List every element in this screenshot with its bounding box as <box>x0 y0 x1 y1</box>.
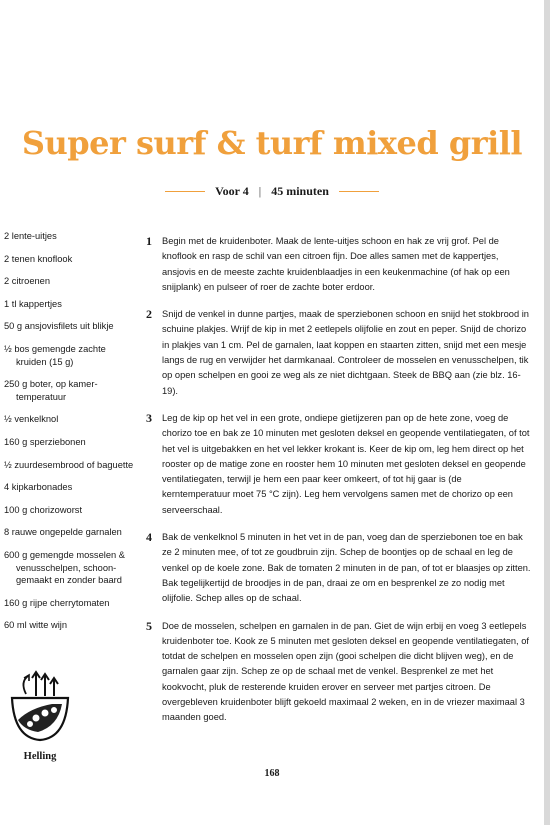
step-text: Snijd de venkel in dunne partjes, maak de sperziebonen schoon en snijd het stokbrood in schuine plakjes. Wrijf de kip in met 2 eetlepels olijfolie en zout en peper. Snijd de chorizo in plakjes van 1 cm. Pel de garnalen, laat koppen en staarten zitten, snijd met een mesje langs de rug en verwijder het darmkanaal. Controleer de mosselen en venusschelpen, tik op open schelpen en gooi ze weg als ze niet dichtgaan. Steek de BBQ aan (zie blz. 16-19). <box>162 309 529 396</box>
ingredient-item: ½ bos gemengde zachte kruiden (15 g) <box>4 343 106 367</box>
method-step <box>146 307 532 399</box>
ingredient-item: 4 kipkarbonades <box>4 482 73 493</box>
page-edge <box>544 0 550 825</box>
ingredient-item: 100 g chorizoworst <box>4 504 83 515</box>
step-number: 5 <box>146 618 152 633</box>
step-number: 3 <box>146 410 152 425</box>
ingredient-item: ½ zuurdesembrood of baguette <box>4 459 134 470</box>
ingredient-item: ½ venkelknol <box>4 414 59 425</box>
step-number: 4 <box>146 530 152 545</box>
grill-method-label: Helling <box>23 751 57 762</box>
ingredient-item: 160 g sperziebonen <box>4 436 86 447</box>
ingredient-item: 1 tl kappertjes <box>4 298 62 309</box>
ingredient-item: 60 ml witte wijn <box>4 620 68 631</box>
ingredient-item: 8 rauwe ongepelde garnalen <box>4 527 122 538</box>
ingredient-item: 160 g rijpe cherrytomaten <box>4 597 110 608</box>
ingredient-item: 50 g ansjovisfilets uit blikje <box>4 321 114 332</box>
step-number: 1 <box>146 234 152 248</box>
duration: 45 minuten <box>271 184 329 198</box>
step-text: Doe de mosselen, schelpen en garnalen in de pan. Giet de wijn erbij en voeg 3 eetlepels kruidenboter toe. Kook ze 5 minuten met gesloten deksel en geopende ventilatiegaten, of totdat de schelpen en mosselen open zijn (gooi schelpen die dicht blijven weg), en de garnalen gaar zijn. Schep ze op de schaal met de venkel. Besprenkel ze met het kookvocht, pluk de resterende kruiden erover en serveer met partjes citroen. De overgebleven kruidenboter blijft gekoeld maximaal 2 weken, en in de vriezer maximaal 3 maanden goed. <box>162 620 529 723</box>
ingredient-item: 600 g gemengde mosselen & venusschelpen, schoon-gemaakt en zonder baard <box>4 549 125 586</box>
page-number: 168 <box>264 768 280 779</box>
method-step <box>146 530 532 606</box>
method-step <box>146 411 532 518</box>
method-step <box>146 619 532 726</box>
meta-divider-left <box>165 191 205 193</box>
method-step <box>146 234 532 295</box>
servings: Voor 4 <box>215 184 249 198</box>
ingredient-item: 2 citroenen <box>4 276 50 287</box>
recipe-meta <box>0 184 544 199</box>
step-text: Leg de kip op het vel in een grote, ondiepe gietijzeren pan op de hete zone, voeg de chorizo toe en bak ze 10 minuten met gesloten deksel en geopende ventilatiegaten, of tot het vel is uitgebakken en het vel lekker krokant is. Keer de kip om, leg hem direct op het rooster op de matige zone en rooster hem 10 minuten met gesloten deksel en geopende ventilatiegaten, terwijl je hem een paar keer omkeert, of tot hij gaar is (de kerntemperatuur moet 75 °C zijn). Leg hem vervolgens samen met de chorizo op een serveerschaal. <box>162 412 530 515</box>
ingredient-list <box>4 230 134 642</box>
recipe-title: Super surf & turf mixed grill <box>21 124 523 162</box>
meta-divider-right <box>339 191 379 193</box>
step-number: 2 <box>146 307 152 322</box>
meta-separator: | <box>258 184 262 198</box>
method-steps <box>146 234 532 738</box>
step-text: Bak de venkelknol 5 minuten in het vet in de pan, voeg dan de sperziebonen toe en bak ze 2 minuten mee, of tot ze goudbruin zijn. Schep de boontjes op de schaal en leg de venkel op de koele zone. Bak de tomaten 2 minuten in de pan, of tot er blaasjes op zitten. Bak tegelijkertijd de broodjes in de pan, draai ze om en besprenkel ze zo nodig met olijfolie. Schep alles op de schaal. <box>162 532 531 604</box>
ingredient-item: 250 g boter, op kamer-temperatuur <box>4 379 98 402</box>
step-text: Begin met de kruidenboter. Maak de lente-uitjes schoon en hak ze vrij grof. Pel de knoflook en rasp de schil van een citroen fijn. Doe alles samen met de kappertjes, ansjovis en de meeste zachte kruidenblaadjes in een keukenmachine (of hak op een snijplank) en pulseer of roer de zachte boter erdoor. <box>162 236 510 292</box>
grill-slope-icon <box>8 668 72 750</box>
ingredient-item: 2 lente-uitjes <box>4 231 57 241</box>
ingredient-item: 2 tenen knoflook <box>4 253 73 264</box>
